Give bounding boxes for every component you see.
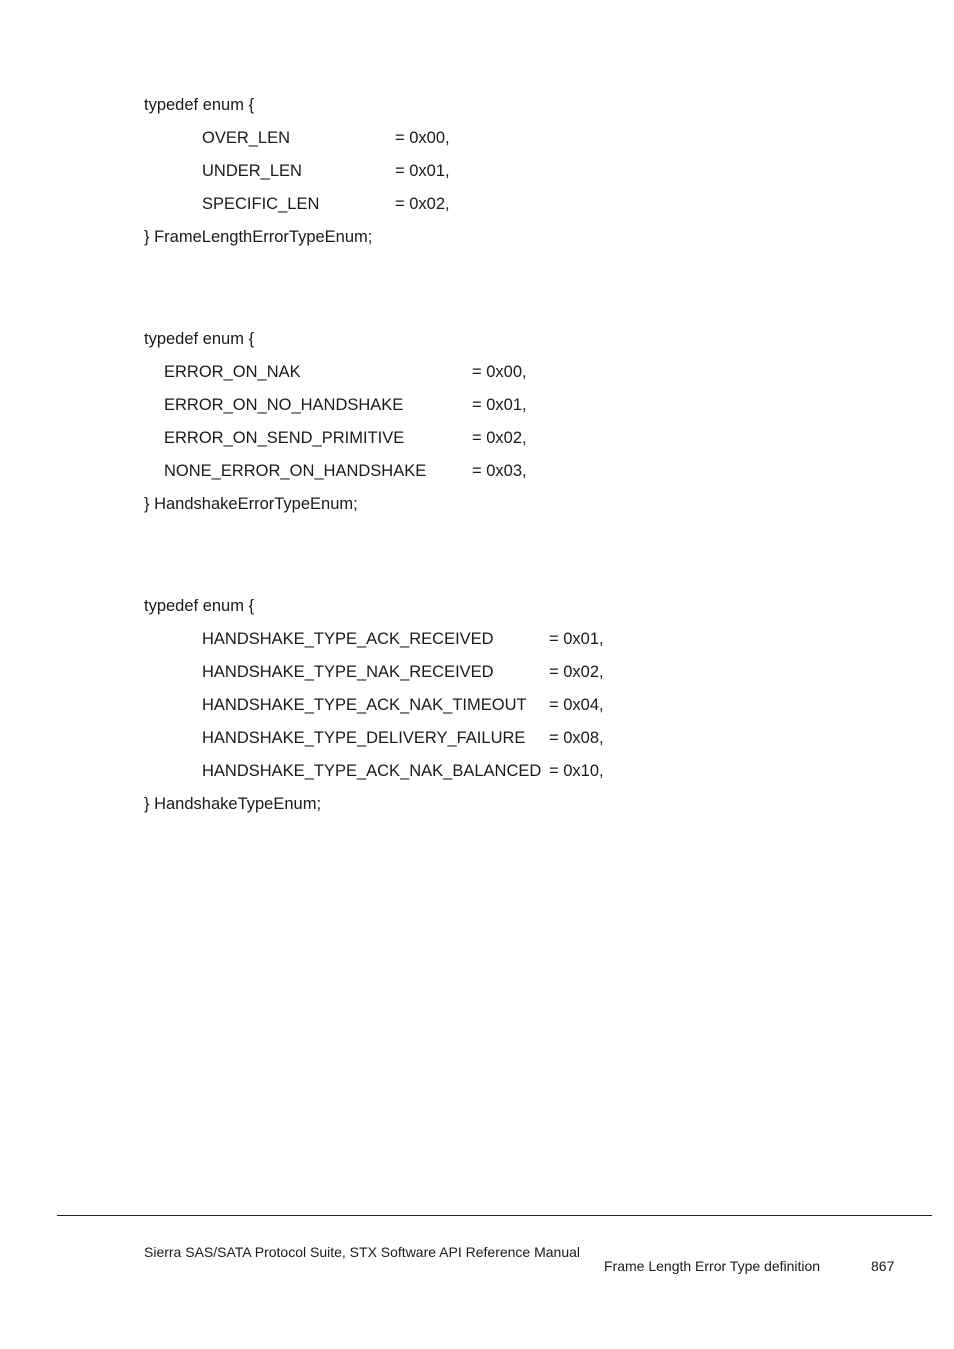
enum3-member-value: = 0x10,	[549, 762, 604, 780]
enum1-member-value: = 0x00,	[395, 129, 450, 147]
enum3-member-value: = 0x02,	[549, 663, 604, 681]
enum2-member-value: = 0x01,	[472, 396, 527, 414]
enum2-open: typedef enum {	[144, 330, 255, 348]
footer-manual-title: Sierra SAS/SATA Protocol Suite, STX Software API Reference Manual	[144, 1244, 581, 1260]
enum3-member-value: = 0x01,	[549, 630, 604, 648]
enum1-open: typedef enum {	[144, 96, 255, 114]
enum2-member-value: = 0x03,	[472, 462, 527, 480]
enum1-member-name: SPECIFIC_LEN	[202, 195, 320, 213]
enum3-member-name: HANDSHAKE_TYPE_ACK_RECEIVED	[202, 630, 494, 648]
enum2-member-value: = 0x00,	[472, 363, 527, 381]
enum2-member-name: NONE_ERROR_ON_HANDSHAKE	[164, 462, 427, 480]
footer-divider	[57, 1215, 932, 1216]
enum3-member-value: = 0x08,	[549, 729, 604, 747]
enum3-member-value: = 0x04,	[549, 696, 604, 714]
enum3-close: } HandshakeTypeEnum;	[144, 795, 322, 813]
enum1-member-name: OVER_LEN	[202, 129, 291, 147]
enum3-member-name: HANDSHAKE_TYPE_NAK_RECEIVED	[202, 663, 494, 681]
enum3-member-name: HANDSHAKE_TYPE_ACK_NAK_TIMEOUT	[202, 696, 527, 714]
enum3-open: typedef enum {	[144, 597, 255, 615]
enum1-close: } FrameLengthErrorTypeEnum;	[144, 228, 373, 246]
footer-page-number: 867	[871, 1258, 895, 1274]
enum1-member-value: = 0x01,	[395, 162, 450, 180]
enum1-member-value: = 0x02,	[395, 195, 450, 213]
enum2-close: } HandshakeErrorTypeEnum;	[144, 495, 358, 513]
enum3-member-name: HANDSHAKE_TYPE_ACK_NAK_BALANCED	[202, 762, 542, 780]
enum3-member-name: HANDSHAKE_TYPE_DELIVERY_FAILURE	[202, 729, 526, 747]
enum2-member-name: ERROR_ON_SEND_PRIMITIVE	[164, 429, 405, 447]
enum1-member-name: UNDER_LEN	[202, 162, 302, 180]
footer-section-title: Frame Length Error Type definition	[604, 1258, 821, 1274]
enum2-member-value: = 0x02,	[472, 429, 527, 447]
enum2-member-name: ERROR_ON_NO_HANDSHAKE	[164, 396, 404, 414]
enum2-member-name: ERROR_ON_NAK	[164, 363, 301, 381]
